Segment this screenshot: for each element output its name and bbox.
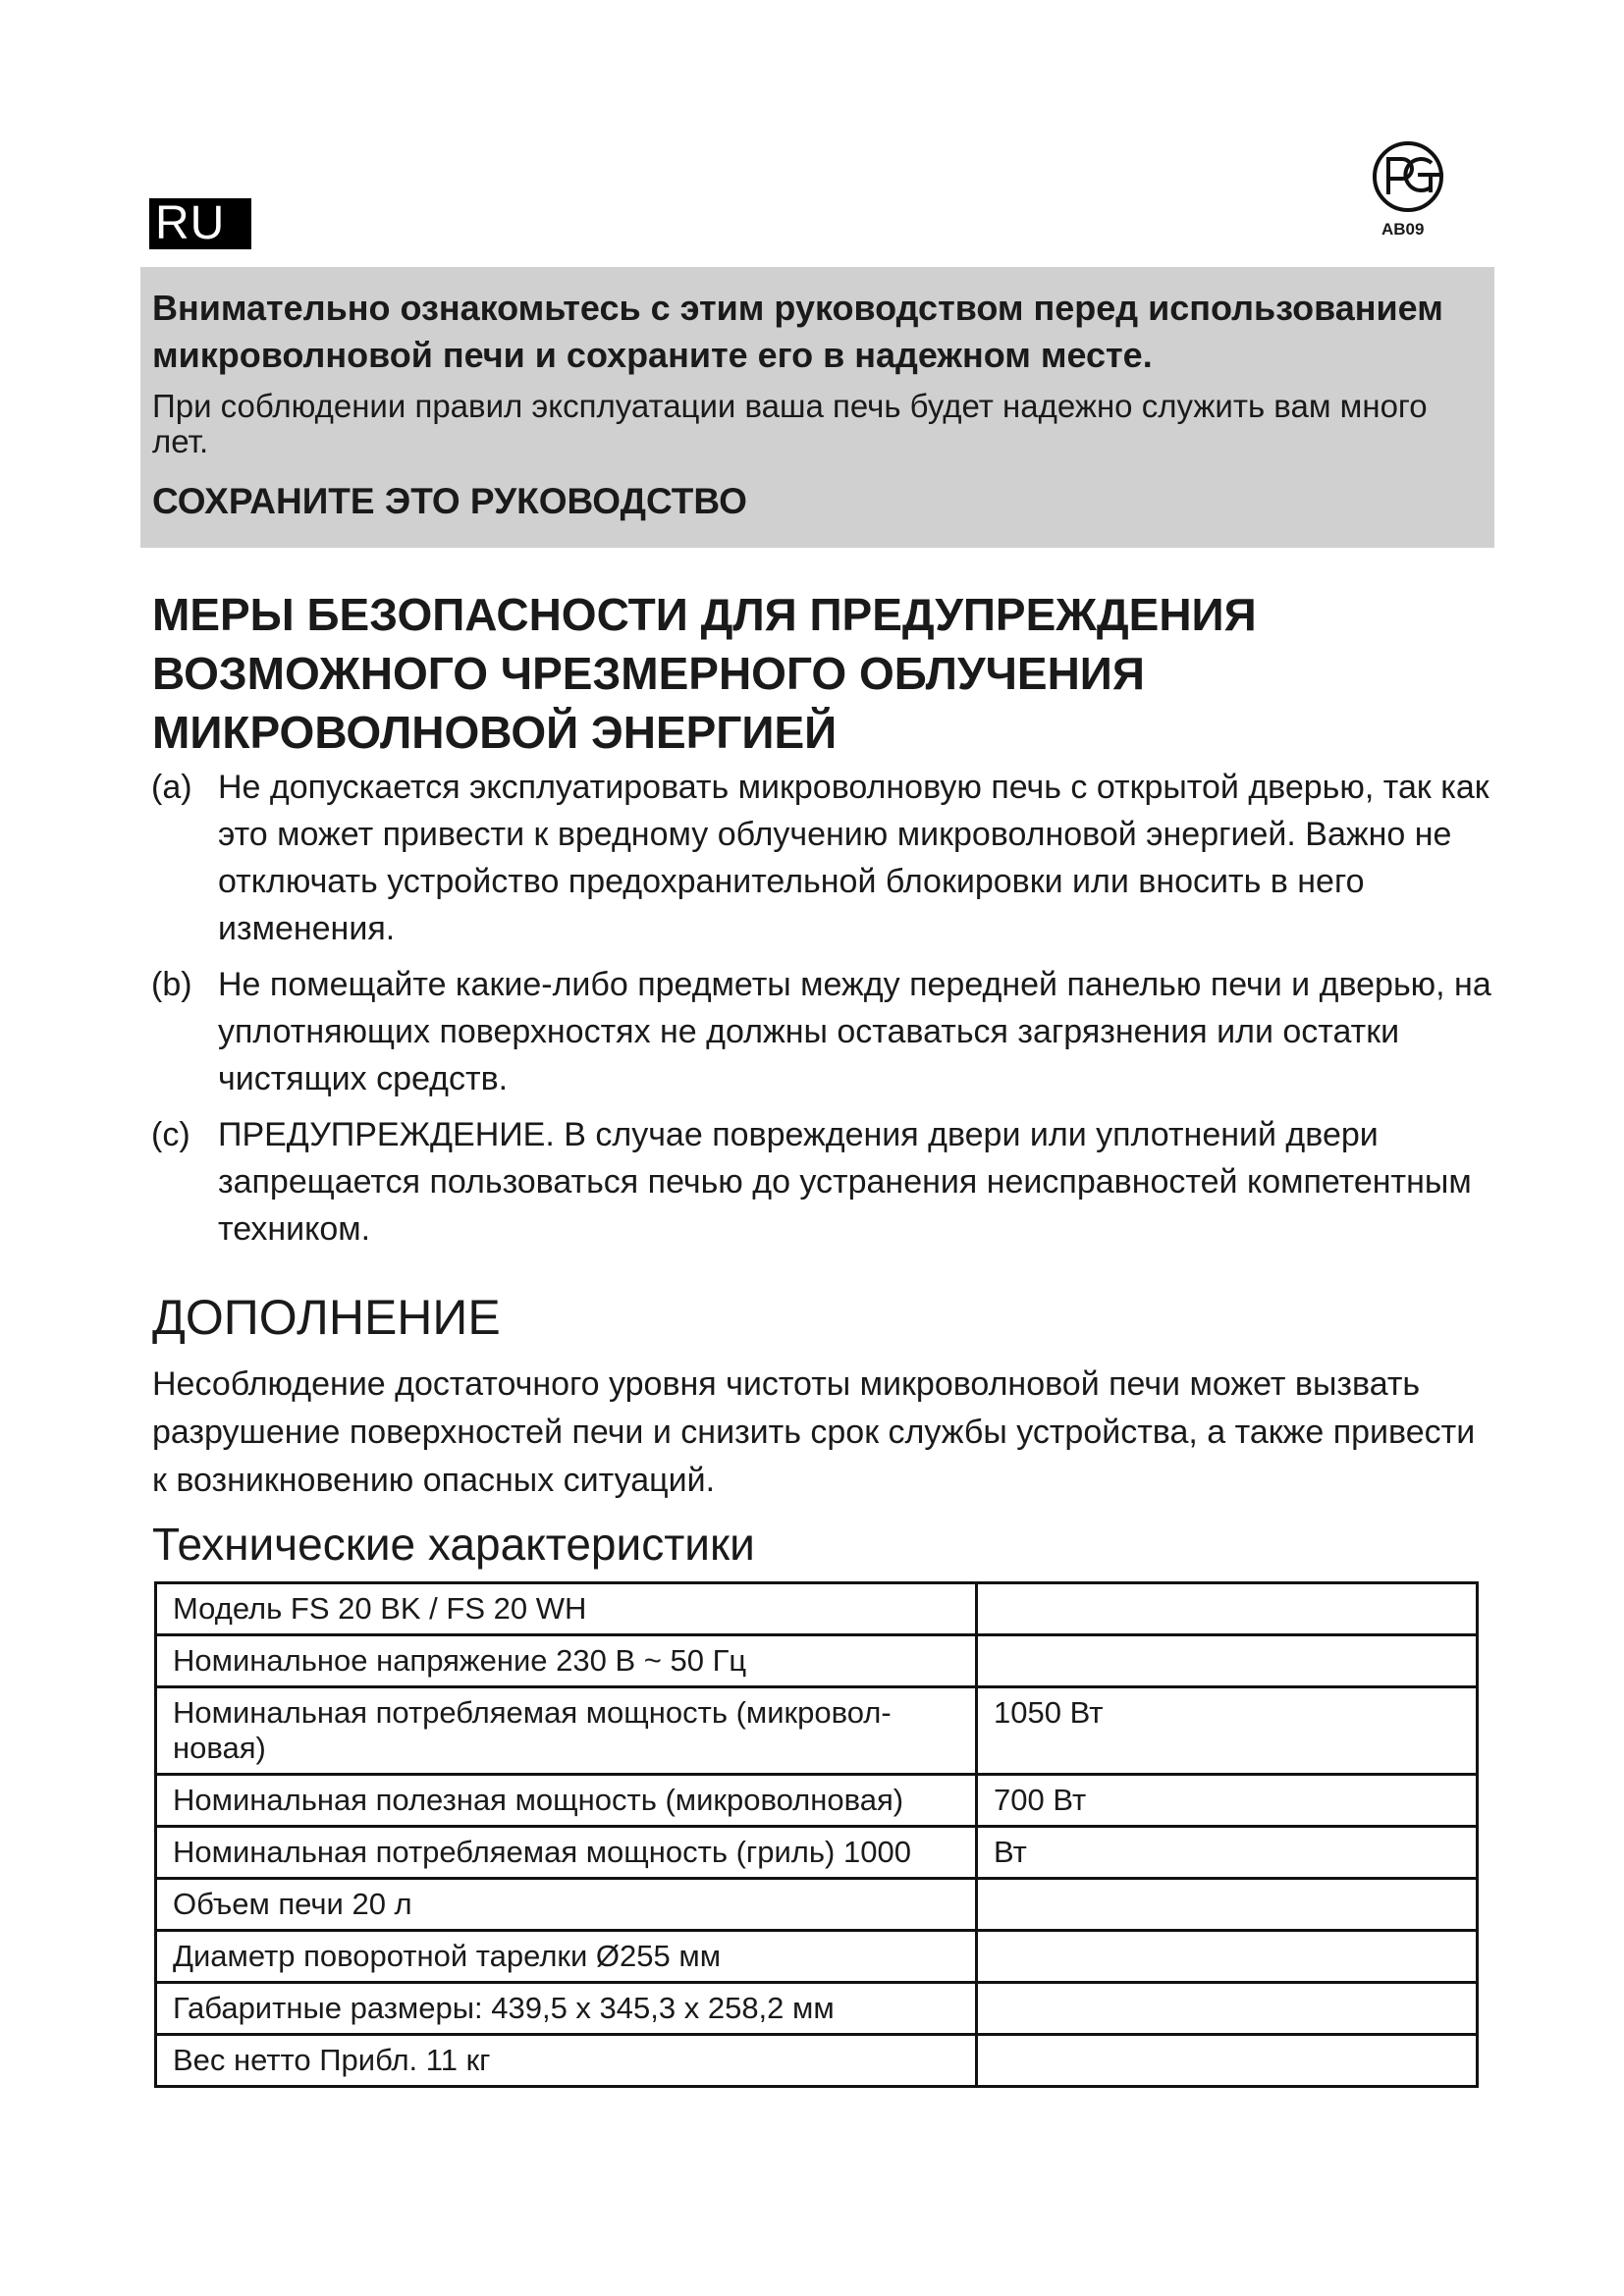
notice-bold-text: Внимательно ознакомьтесь с этим руководством перед использованием микроволновой печи и сохраните его в надежном месте.	[152, 288, 1443, 375]
safety-title: МЕРЫ БЕЗОПАСНОСТИ ДЛЯ ПРЕДУПРЕЖДЕНИЯ ВОЗМОЖНОГО ЧРЕЗМЕРНОГО ОБЛУЧЕНИЯ МИКРОВОЛНОВОЙ ЭНЕРГИЕЙ	[152, 589, 1257, 758]
spec-label: Модель FS 20 BK / FS 20 WH	[156, 1583, 977, 1635]
table-row	[156, 1827, 1478, 1879]
specs-table	[154, 1581, 1479, 2088]
table-row	[156, 1635, 1478, 1687]
notice-heading: СОХРАНИТЕ ЭТО РУКОВОДСТВО	[152, 481, 747, 521]
spec-label: Диаметр поворотной тарелки Ø255 мм	[156, 1931, 977, 1983]
list-item-text: Не допускается эксплуатировать микроволновую печь с открытой дверью, так как это может привести к вредному облучению микроволновой энергией. Важно не отключать устройство предохранительной блокировки или вносить в него изменения.	[218, 769, 1489, 947]
list-marker: (b)	[151, 966, 192, 1003]
language-badge: RU	[149, 198, 251, 249]
table-row	[156, 1879, 1478, 1931]
spec-label: Номинальная потребляемая мощность (гриль) 1000	[156, 1827, 977, 1879]
notice-text: При соблюдении правил эксплуатации ваша печь будет надежно служить вам много лет.	[152, 388, 1428, 459]
spec-value	[977, 1931, 1478, 1983]
notice-box	[140, 267, 1494, 548]
certification-code: AB09	[1381, 220, 1425, 239]
table-row	[156, 1983, 1478, 2035]
spec-label: Номинальная потребляемая мощность (микровол-новая)	[156, 1687, 977, 1775]
supplement-title: ДОПОЛНЕНИЕ	[152, 1290, 501, 1345]
spec-label: Вес нетто Прибл. 11 кг	[156, 2035, 977, 2087]
spec-value: 1050 Вт	[977, 1687, 1478, 1775]
list-item-text: Не помещайте какие-либо предметы между передней панелью печи и дверью, на уплотняющих поверхностях не должны оставаться загрязнения или остатки чистящих средств.	[218, 966, 1491, 1097]
table-row	[156, 1775, 1478, 1827]
table-row	[156, 1687, 1478, 1775]
safety-list	[151, 764, 1506, 1261]
table-row	[156, 1931, 1478, 1983]
spec-label: Габаритные размеры: 439,5 x 345,3 x 258,2 мм	[156, 1983, 977, 2035]
spec-value: 700 Вт	[977, 1775, 1478, 1827]
spec-value	[977, 1583, 1478, 1635]
spec-label: Номинальное напряжение 230 В ~ 50 Гц	[156, 1635, 977, 1687]
spec-label: Номинальная полезная мощность (микроволновая)	[156, 1775, 977, 1827]
table-row	[156, 1583, 1478, 1635]
specs-title: Технические характеристики	[152, 1519, 755, 1570]
list-item	[151, 764, 1506, 952]
list-marker: (c)	[151, 1116, 190, 1153]
table-row	[156, 2035, 1478, 2087]
spec-value: Вт	[977, 1827, 1478, 1879]
spec-value	[977, 1879, 1478, 1931]
list-item	[151, 961, 1506, 1102]
list-item	[151, 1111, 1506, 1253]
spec-label: Объем печи 20 л	[156, 1879, 977, 1931]
list-marker: (a)	[151, 769, 192, 806]
spec-value	[977, 1635, 1478, 1687]
list-item-text: ПРЕДУПРЕЖДЕНИЕ. В случае повреждения двери или уплотнений двери запрещается пользоваться печью до устранения неисправностей компетентным техником.	[218, 1116, 1472, 1248]
spec-value	[977, 1983, 1478, 2035]
spec-value	[977, 2035, 1478, 2087]
supplement-text: Несоблюдение достаточного уровня чистоты микроволновой печи может вызвать разрушение поверхностей печи и снизить срок службы устройства, а также привести к возникновению опасных ситуаций.	[152, 1365, 1476, 1499]
